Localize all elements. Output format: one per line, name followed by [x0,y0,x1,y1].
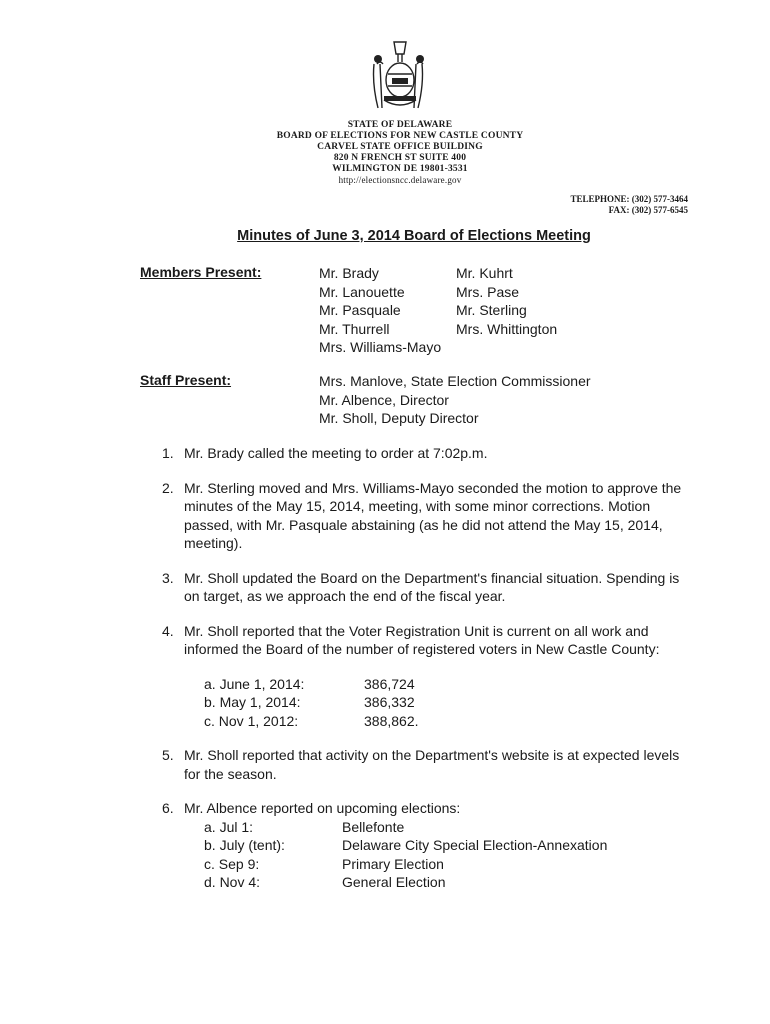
member-name: Mr. Pasquale [319,302,401,318]
item-text: Mr. Sholl updated the Board on the Department's financial situation. Spending is on target, as we approach the end of the fiscal year. [184,569,680,604]
item-number: 2. [162,479,174,496]
item-text: Mr. Sholl reported that the Voter Registration Unit is current on all work and informed the Board of the number of registered voters in New Castle County: [184,622,660,657]
members-list [319,264,626,357]
voter-count-date: a. June 1, 2014: [204,675,305,692]
minutes-item [162,622,692,731]
member-name: Mr. Lanouette [319,283,405,300]
item-number: 3. [162,569,174,586]
item-text: Mr. Sterling moved and Mrs. Williams-Mayo seconded the motion to approve the minutes of the May 15, 2014, meeting, with some minor corrections. Motion passed, with Mr. Pasquale abstaining (as he did not attend the May 15, 2014, meeting). [184,479,682,551]
election-date: c. Sep 9: [204,855,260,872]
letterhead-state: STATE OF DELAWARE [347,120,453,130]
voter-count-value: 386,724 [364,675,415,692]
staff-name: Mrs. Manlove, State Election Commissioner [319,373,591,389]
letterhead-board: BOARD OF ELECTIONS FOR NEW CASTLE COUNTY [276,131,524,141]
voter-counts [184,675,692,731]
item-number: 6. [162,800,174,816]
document-title: Minutes of June 3, 2014 Board of Elections Meeting [237,228,591,244]
upcoming-elections [184,818,692,892]
delaware-state-seal [360,34,440,114]
member-name: Mr. Brady [319,265,379,281]
letterhead-city: WILMINGTON DE 19801-3531 [332,164,468,174]
telephone-number: TELEPHONE: (302) 577-3464 [570,194,688,204]
staff-present-label: Staff Present: [140,372,232,388]
item-number: 5. [162,747,174,763]
item-number: 4. [162,622,174,639]
voter-count-value: 386,332 [364,694,415,710]
members-present-label: Members Present: [140,264,262,280]
letterhead-building: CARVEL STATE OFFICE BUILDING [317,142,483,152]
letterhead-url: http://electionsncc.delaware.gov [338,175,462,185]
item-text: Mr. Brady called the meeting to order at 7:02p.m. [184,445,488,461]
minutes-item [162,444,692,463]
contact-block [488,194,688,216]
staff-list [319,372,591,428]
election-date: d. Nov 4: [204,874,261,890]
minutes-item [162,569,692,606]
item-number: 1. [162,445,174,461]
letterhead-street: 820 N FRENCH ST SUITE 400 [333,153,467,163]
election-name: Primary Election [342,855,444,872]
minutes-item [162,799,692,892]
voter-count-value: 388,862. [364,712,419,729]
letterhead [200,120,600,186]
minutes-item [162,746,692,783]
member-name: Mr. Sterling [456,302,527,318]
election-name: General Election [342,874,446,890]
minutes-items [162,444,692,908]
member-name: Mr. Thurrell [319,320,390,337]
staff-name: Mr. Albence, Director [319,391,449,408]
minutes-item [162,479,692,553]
voter-count-date: b. May 1, 2014: [204,694,301,710]
voter-count-date: c. Nov 1, 2012: [204,712,299,729]
member-name: Mr. Kuhrt [456,265,513,281]
election-date: b. July (tent): [204,837,285,853]
election-date: a. Jul 1: [204,818,254,835]
election-name: Bellefonte [342,818,405,835]
member-name: Mrs. Williams-Mayo [319,339,442,355]
member-name: Mrs. Whittington [456,320,558,337]
fax-number: FAX: (302) 577-6545 [608,205,688,215]
item-text: Mr. Albence reported on upcoming elections: [184,800,461,816]
staff-name: Mr. Sholl, Deputy Director [319,410,479,426]
item-text: Mr. Sholl reported that activity on the Department's website is at expected levels for the season. [184,747,680,782]
member-name: Mrs. Pase [456,283,520,300]
election-name: Delaware City Special Election-Annexation [342,837,608,853]
